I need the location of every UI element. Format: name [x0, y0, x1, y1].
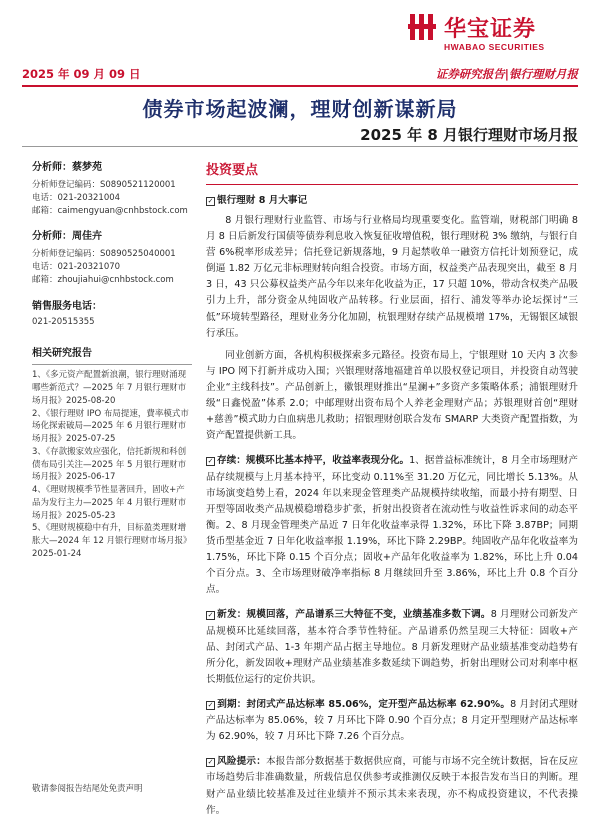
related-report-item[interactable]: 5、《理财规模稳中有升，目标盈类理财增胀大—2024 年 12 月银行理财市场月报》2025-01-24	[32, 523, 192, 559]
report-header	[0, 0, 600, 62]
section-title: 新发：规模回落，产品谱系三大特征不变，业绩基准多数下调。	[217, 609, 491, 621]
analyst-cert: 分析师登记编码：S0890521120001	[32, 180, 176, 190]
analyst-email[interactable]: 邮箱：caimengyuan@cnhbstock.com	[32, 205, 188, 216]
analyst-email[interactable]: 邮箱：zhoujiahui@cnhbstock.com	[32, 274, 174, 285]
section-title: 风险提示：	[217, 756, 266, 768]
sidebar	[32, 160, 192, 561]
section-existing	[206, 453, 578, 598]
analyst-block	[32, 160, 192, 217]
section-maturity	[206, 697, 578, 745]
analyst-name: 分析师：蔡梦苑	[32, 162, 102, 173]
dateline	[22, 66, 578, 82]
logo-en-text: HWABAO SECURITIES	[444, 42, 545, 52]
checkbox-icon: ✓	[207, 758, 214, 767]
related-reports-list	[32, 369, 192, 560]
title-divider	[22, 146, 578, 147]
section-paragraph: 1、据普益标准统计，8 月全市场理财产品存续规模与上月基本持平，环比变动 0.11%至 31.20 万亿元，同比增长 5.13%。从市场演变趋势上看，2024 年以来现金管理类产品规模持续收缩，而最小持有期型、日开型等固收类产品规模稳增稳步扩张，折射出投资者在流动性与收益性诉求间的动态平衡。2、8 月现金管理类产品近 7 日年化收益率录得 1.32%，环比下降 3.87BP；同期货币型基金近 7 日年化收益率报 1.19%，环比下降 2.29BP。纯固收产品年化收益率为 1.75%，环比下降 0.15 个百分点；固收+产品年化收益率为 1.82%，环比上升 0.04 个百分点。3、全市场理财破净率指标 8 月继续回升至 3.86%，环比上升 0.8 个百分点。	[206, 455, 578, 596]
related-report-item[interactable]: 3、《存款搬家效应强化，信托新规和科创债布局引关注—2025 年 5 月银行理财市场月报》2025-06-17	[32, 446, 187, 483]
section-new-issues	[206, 607, 578, 688]
sales-title: 销售服务电话：	[32, 300, 102, 312]
checkbox-icon: ✓	[207, 196, 214, 205]
related-reports-title: 相关研究报告	[32, 346, 192, 365]
checkbox-icon: ✓	[207, 701, 214, 709]
sales-phone: 021-20515355	[32, 316, 95, 327]
analyst-cert: 分析师登记编码：S0890525040001	[32, 249, 176, 260]
section-events	[206, 193, 578, 445]
header-divider	[22, 85, 578, 87]
report-date: 2025 年 09 月 09 日	[22, 67, 141, 81]
disclaimer-footer: 敬请参阅报告结尾处免责声明	[32, 784, 143, 794]
logo-cn-text: 华宝证券	[444, 17, 537, 42]
checkbox-icon: ✓	[207, 611, 214, 620]
related-report-item[interactable]: 4、《理财规模季节性显著回升，固收+产品为发行主力—2025 年 4 月银行理财市场月报》2025-05-23	[32, 485, 187, 521]
investment-highlights-heading: 投资要点	[206, 160, 578, 185]
related-report-item[interactable]: 1、《多元资产配置新浪潮，银行理财涌现哪些新范式？—2025 年 7 月银行理财市场月报》2025-08-20	[32, 370, 187, 406]
section-paragraph: 本报告部分数据基于数据供应商，可能与市场不完全统计数据，旨在反应市场趋势后非准确数量，所载信息仅供参考或推测仅反映于本报告发布当日的判断。理财产品业绩比较基准及过往业绩并不预示其未来表现，亦不构成投资建议，不代表操作。	[206, 756, 579, 816]
section-title: ✓ 银行理财 8 月大事记	[207, 194, 308, 206]
analyst-phone: 电话：021-20321004	[32, 192, 121, 203]
section-title: 存续：规模环比基本持平，收益率表现分化。	[217, 455, 410, 467]
hwabao-logo-icon	[408, 12, 436, 42]
section-paragraph: 8 月银行理财行业监管、市场与行业格局均现重要变化。监管端，财税部门明确 8 月 8 日后新发行国债等债券利息收入恢复征收增值税，银行理财税 3% 缴纳，与银行自营 6%税率形成差异；信托登记新规落地，9 月起禁收单一融资方信托计划预登记，成倒逼 1.82 万亿元非标理财转向组合投资。市场方面，权益类产品表现突出，截至 8 月 3 日，43 只公募权益类产品今年以来年化收益为正，17 只超 10%，带动含权类产品吸引力上升，部分资金从纯固收产品转移。行业层面，招行、浦发等举办论坛探讨“三低”环境转型路径，理财业务分化加剧，杭银理财存续产品规模增 17%，无锡银区域银行承压。	[206, 214, 578, 339]
main-content	[206, 160, 578, 828]
analyst-name: 分析师：周佳卉	[32, 231, 102, 243]
report-type: 证券研究报告|银行理财月报	[435, 67, 578, 81]
checkbox-icon: ✓	[207, 457, 214, 466]
section-title: 到期：封闭式产品达标率 85.06%，定开型产品达标率 62.90%。	[217, 699, 511, 710]
analyst-block	[32, 229, 192, 286]
analyst-phone: 电话：021-20321070	[32, 262, 121, 272]
main-title: 债券市场起波澜，理财创新谋新局	[142, 97, 458, 121]
section-risk	[206, 754, 578, 818]
section-paragraph: 8 月理财公司新发产品规模环比延续回落，基本符合季节性特征。产品谱系仍然呈现三大特征：固收+产品、封闭式产品、1-3 年期产品占据主导地位。8 月新发理财产品业绩基准变动趋势有所分化，新发固收+理财产品业绩基准多数延续下调趋势，折射出理财公司对利率中枢长期低位运行的定价共识。	[206, 609, 579, 685]
related-report-item[interactable]: 2、《银行理财 IPO 布局提速，費率模式市场化探索破局—2025 年 6 月银行理财市场月报》2025-07-25	[32, 408, 189, 444]
section-paragraph: 8 月封闭式理财产品达标率为 85.06%，较 7 月环比下降 0.90 个百分点；8 月定开型理财产品达标率为 62.90%，较 7 月环比下降 7.26 个百分点。	[206, 699, 578, 743]
section-paragraph: 同业创新方面，各机构积极探索多元路径。投资布局上，宁银理财 10 天内 3 次参与 IPO 网下打新并成功入围；兴银理财落地福建首单以股权登记项目，并投资自动驾驶企业“主线科技”。产品创新上，徽银理财推出“星澜+”多资产多策略体系；浦银理财升级“日鑫悦盈”体系 2.0；中邮理财出资布局个人养老金理财产品；苏银理财首创“理财+慈善”模式助力白血病患儿救助；招银理财创联合发布 SMARP 大类资产配置指数，为资产配置提供新工具。	[206, 349, 578, 442]
company-logo	[408, 8, 578, 58]
sub-title: 2025 年 8 月银行理财市场月报	[360, 126, 578, 144]
